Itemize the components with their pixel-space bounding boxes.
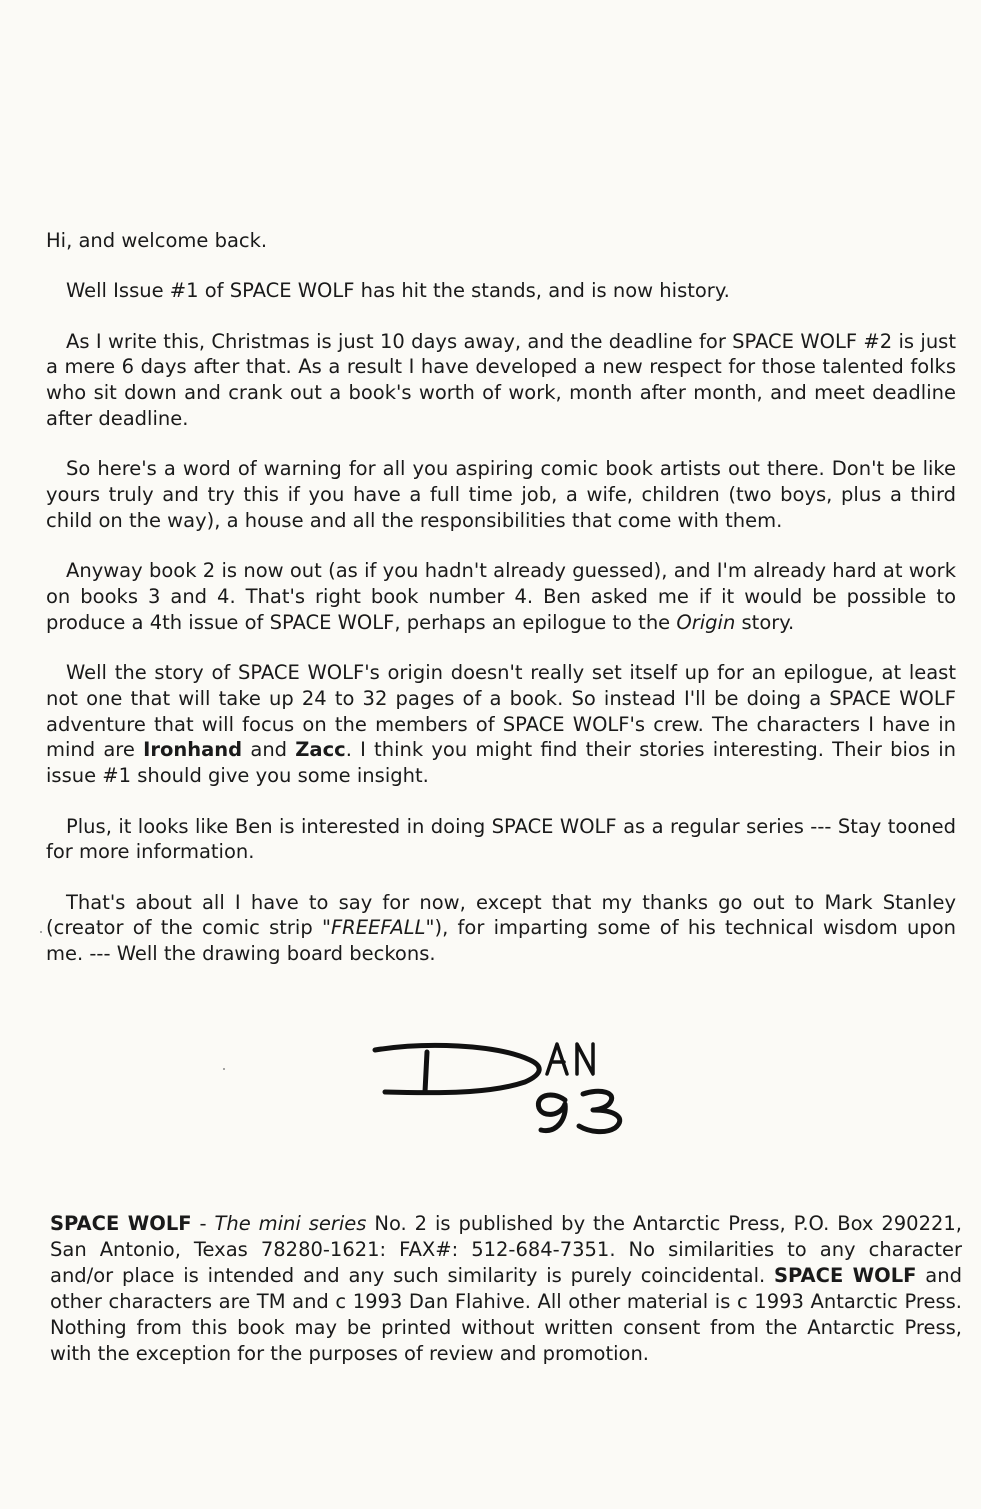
publication-notice xyxy=(50,1211,962,1367)
paragraph-7 xyxy=(46,890,956,967)
handwritten-signature xyxy=(365,1030,665,1140)
character-ironhand: Ironhand xyxy=(143,738,243,762)
paragraph-5-end: . I think you might find their stories interesting. Their bios in issue #1 should give you some insight. xyxy=(46,738,956,788)
paper-speck xyxy=(223,1068,225,1070)
paragraph-7-end: ), for imparting some of his technical wisdom upon me. --- Well the drawing board beckons. xyxy=(46,916,956,966)
paragraph-4-end: story. xyxy=(735,610,795,634)
colophon-dash: - xyxy=(191,1212,215,1235)
greeting: Hi, and welcome back. xyxy=(46,229,268,252)
colophon-subtitle: The mini series xyxy=(214,1212,367,1235)
origin-title: Origin xyxy=(676,610,736,634)
paragraph-4-text: Anyway book 2 is now out (as if you hadn't already guessed), and I'm already hard at work on books 3 and 4. That's right book number 4. Ben asked me if it would be possible to produce a 4th issue of SPACE WOLF, perhaps an epilogue to the xyxy=(46,559,956,634)
paragraph-3: So here's a word of warning for all you aspiring comic book artists out there. Don't be like yours truly and try this if you have a full time job, a wife, children (two boys, plus a third child on the way), a house and all the responsibilities that come with them. xyxy=(46,457,956,532)
colophon-text-2: and other characters are TM and c 1993 Dan Flahive. All other material is c 1993 Antarctic Press. Nothing from this book may be printed without written consent from the Antarctic Press, with the exception for the purposes of review and promotion. xyxy=(50,1264,962,1365)
paragraph-6: Plus, it looks like Ben is interested in doing SPACE WOLF as a regular series --- Stay tooned for more information. xyxy=(46,814,956,864)
paragraph-1: Well Issue #1 of SPACE WOLF has hit the stands, and is now history. xyxy=(66,279,730,303)
character-zacc: Zacc xyxy=(295,738,346,762)
paragraph-5-text: Well the story of SPACE WOLF's origin doesn't really set itself up for an epilogue, at least not one that will take up 24 to 32 pages of a book. So instead I'll be doing a SPACE WOLF adventure that will focus on the members of SPACE WOLF's crew. The characters I have in mind are xyxy=(46,661,956,762)
paragraph-7-text: That's about all I have to say for now, except that my thanks go out to Mark Stanley (creator of the comic strip xyxy=(46,890,956,940)
paragraph-4 xyxy=(46,558,956,635)
editorial-letter xyxy=(46,228,956,992)
paper-speck xyxy=(40,931,42,933)
paragraph-5 xyxy=(46,660,956,789)
paragraph-5-and: and xyxy=(242,738,296,762)
colophon-title: SPACE WOLF xyxy=(50,1212,192,1235)
freefall-title: "FREEFALL" xyxy=(321,916,435,940)
colophon-title-2: SPACE WOLF xyxy=(774,1264,917,1287)
paragraph-2: As I write this, Christmas is just 10 days away, and the deadline for SPACE WOLF #2 is just a mere 6 days after that. As a result I have developed a new respect for those talented folks who sit down and crank out a book's worth of work, month after month, and meet deadline after deadline. xyxy=(46,329,956,430)
colophon-text-1: No. 2 is published by the Antarctic Press, P.O. Box 290221, San Antonio, Texas 78280-1621: FAX#: 512-684-7351. No similarities to any character and/or place is intended and any such similarity is purely coincidental. xyxy=(50,1212,962,1287)
